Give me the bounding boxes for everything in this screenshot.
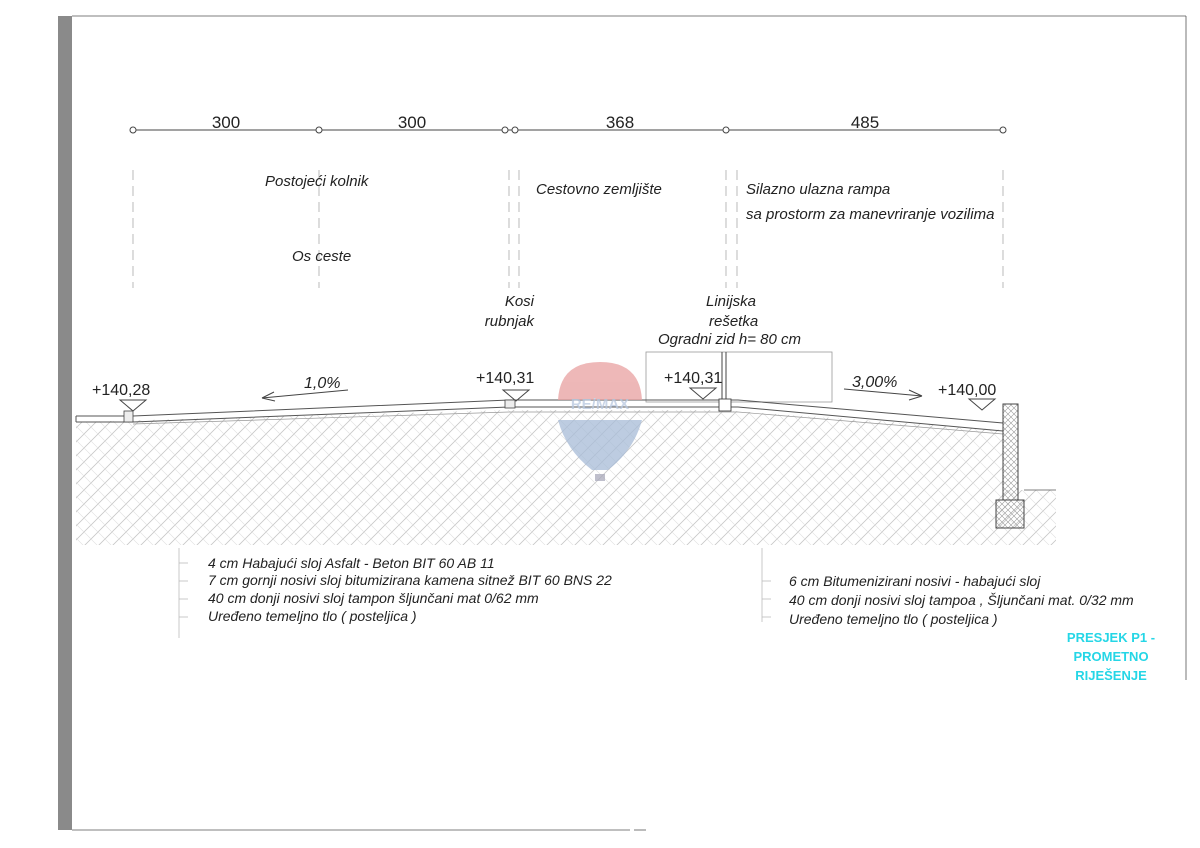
zone-existing-road: Postojeći kolnik (265, 173, 369, 190)
curb-label-2: rubnjak (484, 313, 534, 330)
notes-left-ticks (179, 563, 188, 617)
dimension-2: 300 (397, 113, 427, 132)
zone-ramp-line1: Silazno ulazna rampa (746, 181, 891, 198)
slope-right: 3,00% (852, 374, 898, 391)
layer-right-1: 6 cm Bitumenizirani nosivi - habajući sloj (789, 573, 1041, 589)
zone-road-axis: Os ceste (292, 248, 352, 265)
elevation-1: +140,28 (92, 382, 151, 399)
grate-marker (719, 399, 731, 411)
slope-left: 1,0% (304, 375, 341, 392)
section-title-3: RIJEŠENJE (1075, 668, 1147, 683)
zone-road-land: Cestovno zemljište (536, 181, 662, 198)
layer-left-3: 40 cm donji nosivi sloj tampon šljunčani mat 0/62 mm (208, 590, 539, 606)
wall-footing (996, 500, 1024, 528)
section-title-1: PRESJEK P1 - (1066, 630, 1156, 645)
curb-marker (505, 400, 515, 408)
grate-label-1: Linijska (706, 293, 757, 310)
layer-left-2: 7 cm gornji nosivi sloj bitumizirana kamena sitnež BIT 60 BNS 22 (208, 572, 612, 588)
layer-right-3: Uređeno temeljno tlo ( posteljica ) (789, 611, 998, 627)
dimension-4: 485 (850, 113, 880, 132)
wall-label: Ogradni zid h= 80 cm (658, 331, 801, 348)
elevation-2: +140,31 (476, 370, 535, 387)
dimension-1: 300 (211, 113, 241, 132)
curb-left-marker (124, 411, 133, 422)
retaining-wall (1003, 404, 1018, 500)
watermark-text: RE/MAX (570, 396, 630, 413)
frame-left-bar (58, 16, 72, 830)
zone-ramp-line2: sa prostorm za manevriranje vozilima (746, 206, 995, 223)
elevation-3: +140,31 (664, 370, 723, 387)
elevation-4: +140,00 (938, 382, 997, 399)
layer-left-1: 4 cm Habajući sloj Asfalt - Beton BIT 60 AB 11 (208, 555, 495, 571)
layer-left-4: Uređeno temeljno tlo ( posteljica ) (208, 608, 417, 624)
grate-label-2: rešetka (709, 313, 759, 330)
layer-right-2: 40 cm donji nosivi sloj tampoa , Šljunčani mat. 0/32 mm (789, 592, 1134, 608)
curb-label-1: Kosi (504, 293, 534, 310)
notes-right-ticks (762, 581, 771, 617)
section-title-2: PROMETNO (1073, 649, 1149, 664)
dimension-3: 368 (605, 113, 635, 132)
